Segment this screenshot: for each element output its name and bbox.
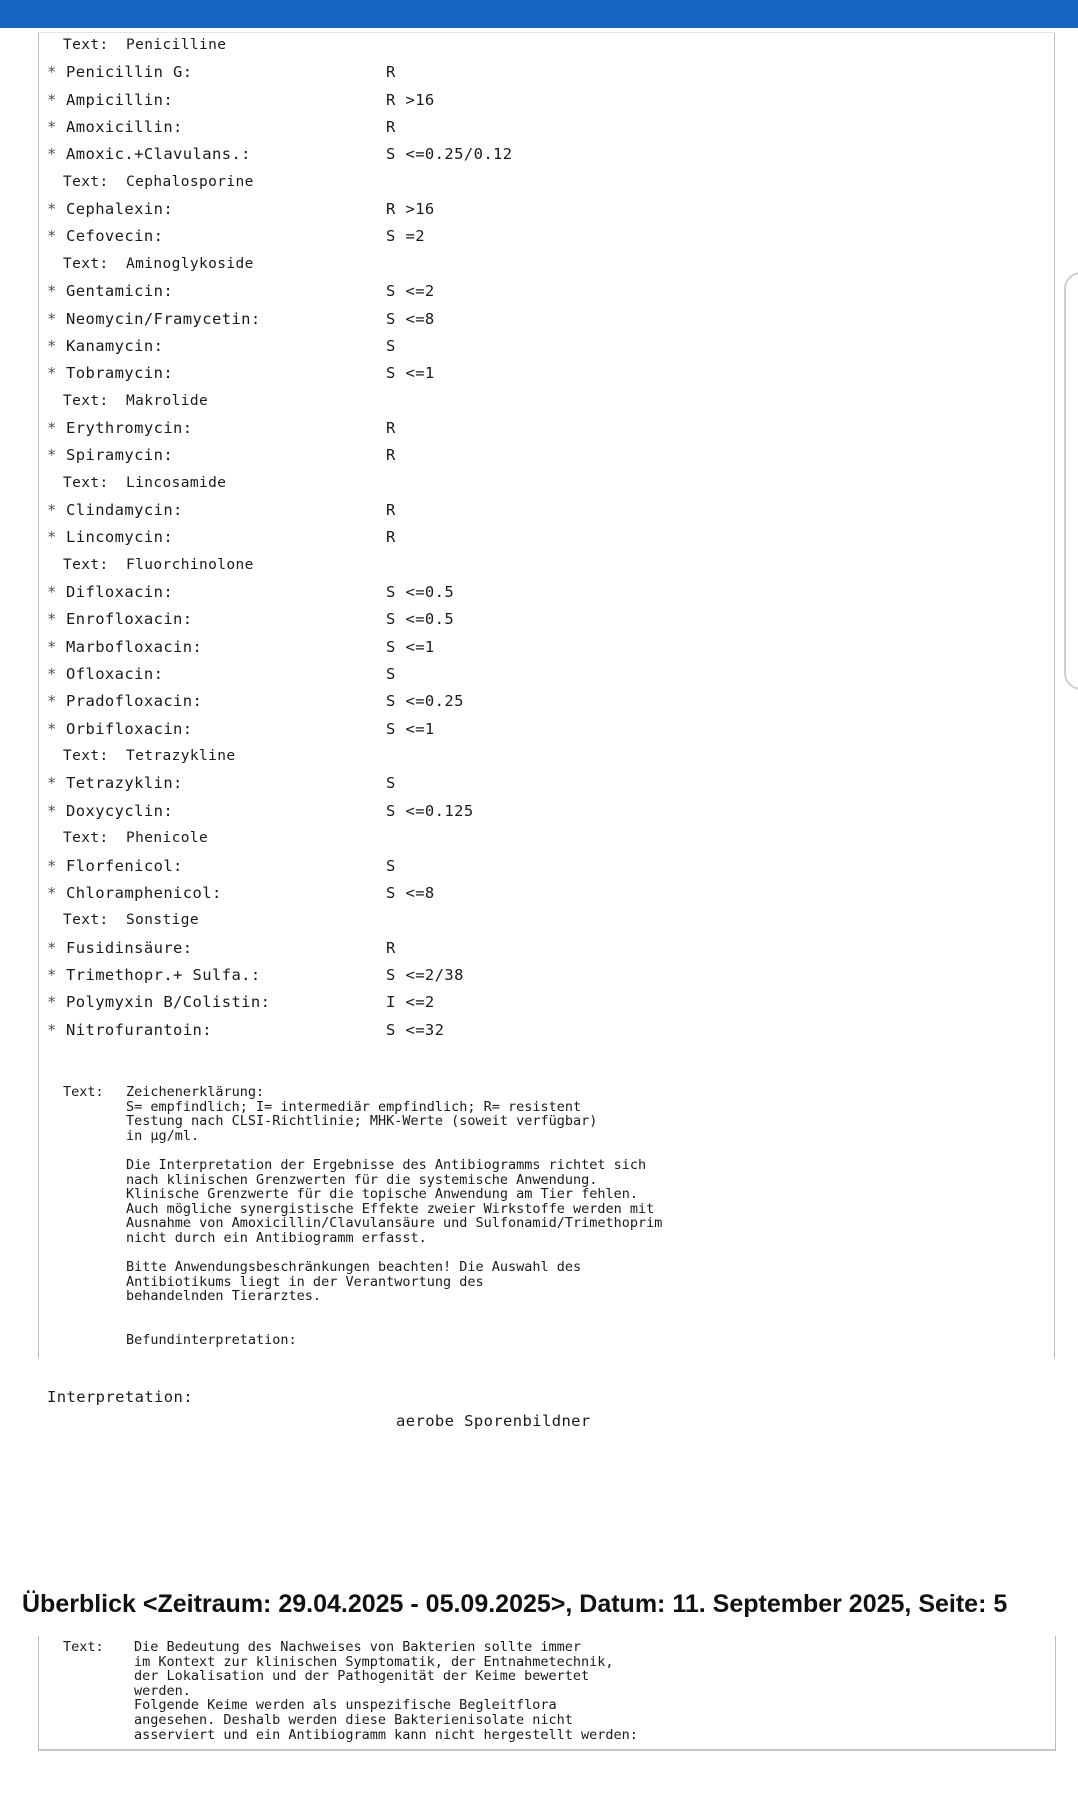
bullet-star: * bbox=[47, 965, 57, 984]
antibiogram-report-panel bbox=[38, 32, 1055, 1430]
bullet-star: * bbox=[47, 145, 57, 164]
next-page-label: Text: bbox=[63, 1639, 104, 1655]
category-label: Text: bbox=[63, 173, 109, 190]
drug-name: Cefovecin: bbox=[66, 227, 164, 246]
category-label: Text: bbox=[63, 474, 109, 491]
drug-result: R bbox=[386, 418, 396, 437]
drug-name: Amoxicillin: bbox=[66, 118, 183, 137]
drug-result: R >16 bbox=[386, 90, 435, 109]
bullet-star: * bbox=[47, 446, 57, 465]
drug-result: S <=32 bbox=[386, 1020, 445, 1039]
drug-name: Spiramycin: bbox=[66, 446, 174, 465]
drug-result: S bbox=[386, 665, 396, 684]
notes-label: Text: bbox=[63, 1084, 104, 1100]
drug-name: Kanamycin: bbox=[66, 336, 164, 355]
drug-name: Trimethopr.+ Sulfa.: bbox=[66, 965, 261, 984]
interpretation-label: Interpretation: bbox=[47, 1388, 193, 1406]
drug-name: Amoxic.+Clavulans.: bbox=[66, 145, 251, 164]
bullet-star: * bbox=[47, 200, 57, 219]
bullet-star: * bbox=[47, 583, 57, 601]
bullet-star: * bbox=[47, 364, 57, 383]
drug-result: R bbox=[386, 63, 396, 82]
legend-notes bbox=[39, 1084, 663, 1349]
bullet-star: * bbox=[47, 336, 57, 355]
category-name: Tetrazykline bbox=[126, 748, 236, 765]
drug-name: Enrofloxacin: bbox=[66, 610, 193, 629]
category-label: Text: bbox=[63, 255, 109, 272]
drug-result: S =2 bbox=[386, 227, 425, 246]
drug-result: R bbox=[386, 500, 396, 519]
bullet-star: * bbox=[47, 665, 57, 684]
drug-result: S bbox=[386, 856, 396, 875]
interpretation-row bbox=[39, 1361, 591, 1430]
drug-name: Lincomycin: bbox=[66, 528, 174, 547]
bullet-star: * bbox=[47, 418, 57, 437]
drug-name: Marbofloxacin: bbox=[66, 637, 203, 656]
bullet-star: * bbox=[47, 309, 57, 328]
category-name: Phenicole bbox=[126, 830, 209, 847]
drug-result: S bbox=[386, 336, 396, 355]
category-label: Text: bbox=[63, 912, 109, 929]
bullet-star: * bbox=[47, 227, 57, 246]
drug-result: R bbox=[386, 528, 396, 547]
category-label: Text: bbox=[63, 392, 109, 409]
drug-result: R bbox=[386, 938, 396, 957]
bullet-star: * bbox=[47, 856, 57, 875]
category-label: Text: bbox=[63, 556, 109, 573]
drug-result: S <=2 bbox=[386, 282, 435, 301]
category-name: Cephalosporine bbox=[126, 173, 254, 190]
category-name: Lincosamide bbox=[126, 474, 227, 491]
drug-name: Orbifloxacin: bbox=[66, 719, 193, 738]
drug-name: Ofloxacin: bbox=[66, 665, 164, 684]
drug-name: Pradofloxacin: bbox=[66, 692, 203, 711]
drug-name: Nitrofurantoin: bbox=[66, 1020, 212, 1039]
drug-result: I <=2 bbox=[386, 993, 435, 1012]
drug-result: S <=0.5 bbox=[386, 583, 455, 601]
bullet-star: * bbox=[47, 993, 57, 1012]
drug-result: S <=0.125 bbox=[386, 801, 474, 820]
drug-result: S <=8 bbox=[386, 309, 435, 328]
drug-name: Doxycyclin: bbox=[66, 801, 174, 820]
bullet-star: * bbox=[47, 801, 57, 820]
drug-result: S <=2/38 bbox=[386, 965, 464, 984]
bullet-star: * bbox=[47, 610, 57, 629]
drug-name: Chloramphenicol: bbox=[66, 883, 222, 902]
bullet-star: * bbox=[47, 90, 57, 109]
top-app-bar bbox=[0, 0, 1078, 28]
drug-result: S <=0.5 bbox=[386, 610, 455, 629]
page-footer-title: Überblick <Zeitraum: 29.04.2025 - 05.09.2025>, Datum: 11. September 2025, Seite: 5 bbox=[22, 1590, 1008, 1618]
category-name: Makrolide bbox=[126, 392, 209, 409]
drug-name: Polymyxin B/Colistin: bbox=[66, 993, 271, 1012]
drug-name: Penicillin G: bbox=[66, 63, 193, 82]
drug-name: Difloxacin: bbox=[66, 583, 174, 601]
drug-name: Gentamicin: bbox=[66, 282, 174, 301]
drug-result: R >16 bbox=[386, 200, 435, 219]
drug-result: S <=1 bbox=[386, 637, 435, 656]
drug-name: Tetrazyklin: bbox=[66, 774, 183, 793]
bullet-star: * bbox=[47, 883, 57, 902]
drug-result: R bbox=[386, 118, 396, 137]
bullet-star: * bbox=[47, 774, 57, 793]
drug-name: Erythromycin: bbox=[66, 418, 193, 437]
bullet-star: * bbox=[47, 118, 57, 137]
bullet-star: * bbox=[47, 63, 57, 82]
notes-text: Zeichenerklärung: S= empfindlich; I= intermediär empfindlich; R= resistent Testung nach CLSI-Richtlinie; MHK-Werte (soweit verfügbar) in µg/ml. Die Interpretation der Ergebnisse des Antibiogramms richtet sich nach klinischen Grenzwerten für die systemische Anwendung. Klinische Grenzwerte für die topische Anwendung am Tier fehlen. Auch mögliche synergistische Effekte zweier Wirkstoffe werden mit Ausnahme von Amoxicillin/Clavulansäure und Sulfonamid/Trimethoprim nicht durch ein Antibiogramm erfasst. Bitte Anwendungsbeschränkungen beachten! Die Auswahl des Antibiotikums liegt in der Verantwortung des behandelnden Tierarztes. Befundinterpretation: bbox=[126, 1084, 663, 1349]
interpretation-value: aerobe Sporenbildner bbox=[396, 1412, 591, 1430]
drug-name: Neomycin/Framycetin: bbox=[66, 309, 261, 328]
bullet-star: * bbox=[47, 938, 57, 957]
bullet-star: * bbox=[47, 637, 57, 656]
drug-name: Tobramycin: bbox=[66, 364, 174, 383]
drug-name: Fusidinsäure: bbox=[66, 938, 193, 957]
bullet-star: * bbox=[47, 500, 57, 519]
category-label: Text: bbox=[63, 830, 109, 847]
category-name: Sonstige bbox=[126, 912, 200, 929]
panel-right-border bbox=[1054, 33, 1055, 1358]
category-name: Aminoglykoside bbox=[126, 255, 254, 272]
drug-result: S <=1 bbox=[386, 719, 435, 738]
bullet-star: * bbox=[47, 1020, 57, 1039]
category-label: Text: bbox=[63, 37, 109, 53]
next-page-text: Die Bedeutung des Nachweises von Bakterien sollte immer im Kontext zur klinischen Symptomatik, der Entnahmetechnik, der Lokalisation und der Pathogenität der Keime bewertet werden. Folgende Keime werden als unspezifische Begleitflora angesehen. Deshalb werden diese Bakterienisolate nicht asserviert und ein Antibiogramm kann nicht hergestellt werden: bbox=[134, 1639, 638, 1743]
drug-result: S <=1 bbox=[386, 364, 435, 383]
bullet-star: * bbox=[47, 719, 57, 738]
bullet-star: * bbox=[47, 692, 57, 711]
drug-name: Florfenicol: bbox=[66, 856, 183, 875]
drug-result: S <=0.25/0.12 bbox=[386, 145, 513, 164]
drug-name: Clindamycin: bbox=[66, 500, 183, 519]
bullet-star: * bbox=[47, 528, 57, 547]
drug-result: S <=0.25 bbox=[386, 692, 464, 711]
bullet-star: * bbox=[47, 282, 57, 301]
drug-name: Ampicillin: bbox=[66, 90, 174, 109]
drug-result: S bbox=[386, 774, 396, 793]
scroll-handle[interactable] bbox=[1064, 272, 1078, 690]
category-label: Text: bbox=[63, 748, 109, 765]
drug-result: R bbox=[386, 446, 396, 465]
next-page-panel bbox=[38, 1636, 1056, 1751]
category-name: Penicilline bbox=[126, 37, 227, 53]
drug-result: S <=8 bbox=[386, 883, 435, 902]
drug-name: Cephalexin: bbox=[66, 200, 174, 219]
category-name: Fluorchinolone bbox=[126, 556, 254, 573]
